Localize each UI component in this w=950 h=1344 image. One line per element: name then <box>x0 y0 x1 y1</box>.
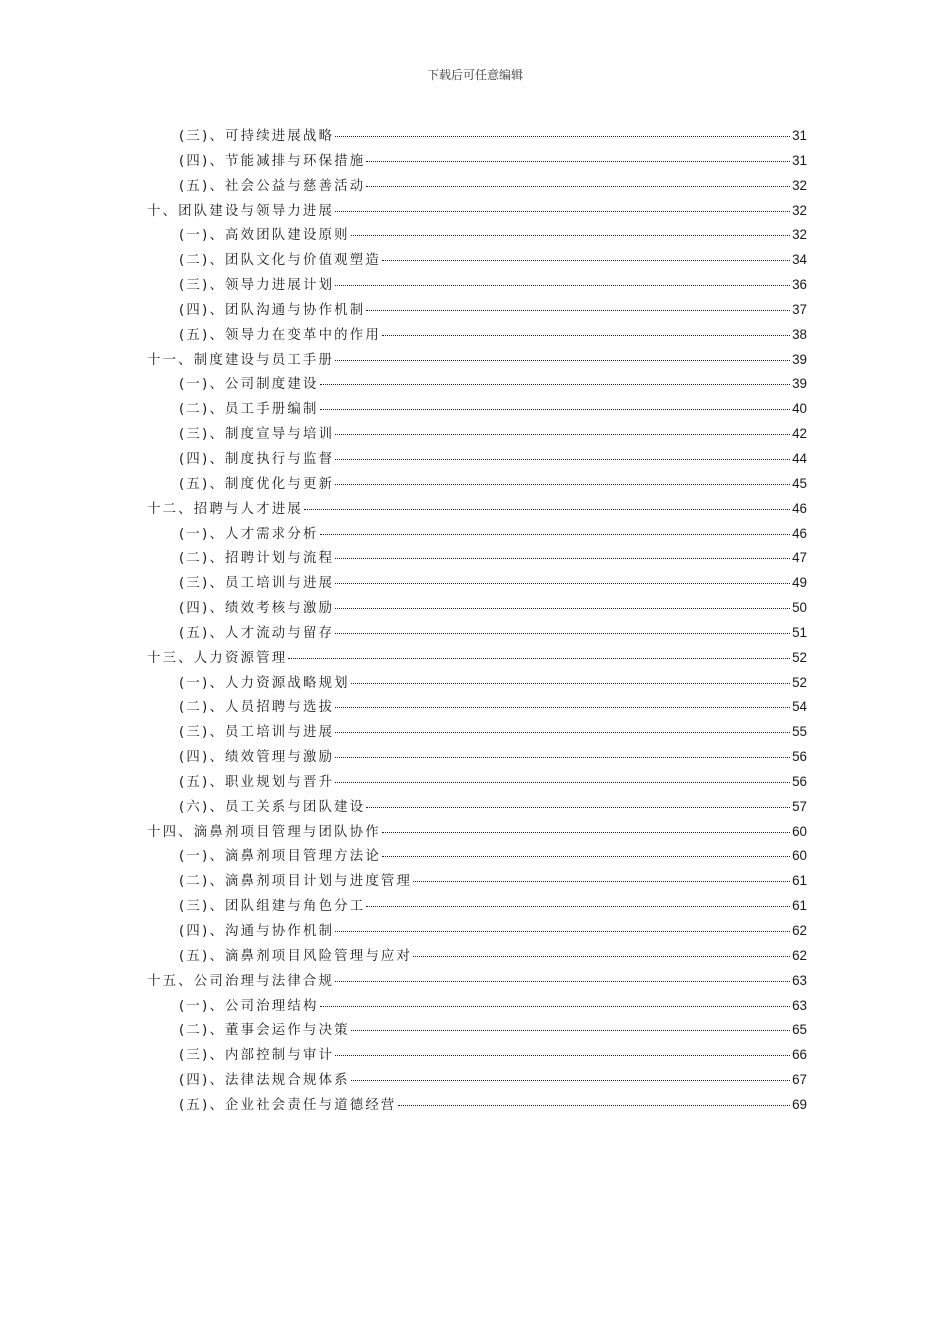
toc-section-entry[interactable] <box>147 373 807 398</box>
toc-page-number: 52 <box>792 674 807 690</box>
toc-section-entry[interactable] <box>147 175 807 200</box>
toc-chapter-entry[interactable] <box>147 200 807 225</box>
toc-entry-title: (三)、团队组建与角色分工 <box>179 899 366 915</box>
toc-dot-leader <box>413 881 790 882</box>
toc-entry-title: 十五、公司治理与法律合规 <box>147 973 335 989</box>
toc-dot-leader <box>335 136 790 137</box>
toc-section-entry[interactable] <box>147 672 807 697</box>
toc-section-entry[interactable] <box>147 845 807 870</box>
toc-entry-title: (三)、领导力进展计划 <box>179 278 335 294</box>
toc-entry-title: (一)、滴鼻剂项目管理方法论 <box>179 849 381 865</box>
toc-section-entry[interactable] <box>147 1069 807 1094</box>
toc-page-number: 61 <box>792 898 807 914</box>
toc-page-number: 37 <box>792 301 807 317</box>
toc-page-number: 69 <box>792 1096 807 1112</box>
toc-page-number: 67 <box>792 1072 807 1088</box>
toc-page-number: 50 <box>792 600 807 616</box>
toc-dot-leader <box>335 211 790 212</box>
toc-page-number: 40 <box>792 401 807 417</box>
toc-page-number: 32 <box>792 177 807 193</box>
toc-entry-title: 十、团队建设与领导力进展 <box>147 203 335 219</box>
toc-entry-title: (一)、公司制度建设 <box>179 377 319 393</box>
toc-dot-leader <box>320 534 791 535</box>
toc-entry-title: (五)、滴鼻剂项目风险管理与应对 <box>179 948 413 964</box>
toc-section-entry[interactable] <box>147 746 807 771</box>
toc-section-entry[interactable] <box>147 224 807 249</box>
toc-section-entry[interactable] <box>147 1019 807 1044</box>
toc-page-number: 62 <box>792 923 807 938</box>
toc-page-number: 45 <box>792 475 807 491</box>
toc-page-number: 46 <box>792 500 807 516</box>
toc-entry-title: (一)、人力资源战略规划 <box>179 675 350 691</box>
toc-entry-title: (五)、人才流动与留存 <box>179 625 335 641</box>
toc-entry-title: (六)、员工关系与团队建设 <box>179 799 366 815</box>
toc-section-entry[interactable] <box>147 895 807 920</box>
toc-entry-title: (五)、制度优化与更新 <box>179 476 335 492</box>
toc-section-entry[interactable] <box>147 597 807 622</box>
toc-page-number: 49 <box>792 575 807 591</box>
toc-dot-leader <box>366 310 790 311</box>
toc-section-entry[interactable] <box>147 920 807 945</box>
toc-entry-title: (一)、人才需求分析 <box>179 526 319 542</box>
toc-entry-title: 十四、滴鼻剂项目管理与团队协作 <box>147 824 381 840</box>
toc-page-number: 31 <box>792 128 807 143</box>
toc-dot-leader <box>304 509 790 510</box>
toc-section-entry[interactable] <box>147 945 807 970</box>
toc-entry-title: (四)、制度执行与监督 <box>179 451 335 467</box>
toc-section-entry[interactable] <box>147 324 807 349</box>
toc-dot-leader <box>335 434 790 435</box>
toc-entry-title: (五)、社会公益与慈善活动 <box>179 178 366 194</box>
toc-section-entry[interactable] <box>147 572 807 597</box>
toc-entry-title: (五)、职业规划与晋升 <box>179 774 335 790</box>
toc-page-number: 39 <box>792 376 807 392</box>
toc-page-number: 60 <box>792 823 807 839</box>
toc-entry-title: (三)、员工培训与进展 <box>179 725 335 741</box>
toc-page-number: 32 <box>792 227 807 243</box>
toc-dot-leader <box>335 608 790 609</box>
toc-entry-title: (二)、董事会运作与决策 <box>179 1023 350 1039</box>
toc-entry-title: 十一、制度建设与员工手册 <box>147 352 335 368</box>
toc-page-number: 62 <box>792 947 807 963</box>
toc-dot-leader <box>335 931 790 932</box>
toc-entry-title: (二)、员工手册编制 <box>179 402 319 418</box>
toc-section-entry[interactable] <box>147 448 807 473</box>
toc-section-entry[interactable] <box>147 150 807 175</box>
toc-page-number: 51 <box>792 624 807 640</box>
toc-page-number: 65 <box>792 1022 807 1038</box>
toc-entry-title: (四)、绩效管理与激励 <box>179 750 335 766</box>
toc-dot-leader <box>335 757 790 758</box>
toc-section-entry[interactable] <box>147 1044 807 1069</box>
toc-page-number: 66 <box>792 1047 807 1063</box>
toc-dot-leader <box>335 707 790 708</box>
toc-page-number: 63 <box>792 972 807 988</box>
toc-page-number: 60 <box>792 848 807 864</box>
toc-dot-leader <box>335 285 790 286</box>
toc-section-entry[interactable] <box>147 995 807 1020</box>
toc-dot-leader <box>335 484 790 485</box>
toc-dot-leader <box>351 1030 790 1031</box>
toc-section-entry[interactable] <box>147 249 807 274</box>
toc-page-number: 54 <box>792 699 807 715</box>
toc-entry-title: (二)、招聘计划与流程 <box>179 551 335 567</box>
toc-dot-leader <box>382 832 790 833</box>
toc-section-entry[interactable] <box>147 1094 807 1119</box>
toc-dot-leader <box>335 981 790 982</box>
toc-dot-leader <box>351 235 790 236</box>
toc-dot-leader <box>366 186 790 187</box>
toc-page-number: 38 <box>792 326 807 342</box>
toc-entry-title: (五)、领导力在变革中的作用 <box>179 327 381 343</box>
toc-page-number: 34 <box>792 252 807 268</box>
toc-dot-leader <box>335 633 790 634</box>
toc-dot-leader <box>351 683 790 684</box>
toc-dot-leader <box>382 856 790 857</box>
toc-dot-leader <box>320 409 791 410</box>
toc-section-entry[interactable] <box>147 299 807 324</box>
toc-dot-leader <box>335 782 790 783</box>
page-header-note: 下载后可任意编辑 <box>426 68 523 82</box>
toc-page-number: 63 <box>792 997 807 1013</box>
toc-dot-leader <box>366 807 790 808</box>
toc-page-number: 46 <box>792 525 807 541</box>
toc-section-entry[interactable] <box>147 622 807 647</box>
toc-entry-title: (二)、滴鼻剂项目计划与进度管理 <box>179 874 413 890</box>
toc-page-number: 61 <box>792 873 807 889</box>
toc-page-number: 57 <box>792 798 807 814</box>
toc-dot-leader <box>366 161 790 162</box>
toc-entry-title: (四)、团队沟通与协作机制 <box>179 302 366 318</box>
toc-page-number: 39 <box>792 351 807 367</box>
toc-dot-leader <box>335 459 790 460</box>
toc-entry-title: (四)、法律法规合规体系 <box>179 1073 350 1089</box>
toc-entry-title: (三)、内部控制与审计 <box>179 1048 335 1064</box>
toc-section-entry[interactable] <box>147 696 807 721</box>
toc-dot-leader <box>382 335 790 336</box>
toc-entry-title: (五)、企业社会责任与道德经营 <box>179 1097 397 1113</box>
toc-section-entry[interactable] <box>147 398 807 423</box>
toc-section-entry[interactable] <box>147 796 807 821</box>
toc-page-number: 52 <box>792 649 807 665</box>
toc-entry-title: (四)、节能减排与环保措施 <box>179 153 366 169</box>
toc-page-number: 44 <box>792 450 807 466</box>
toc-chapter-entry[interactable] <box>147 349 807 374</box>
toc-chapter-entry[interactable] <box>147 498 807 523</box>
toc-entry-title: (二)、人员招聘与选拔 <box>179 700 335 716</box>
toc-section-entry[interactable] <box>147 523 807 548</box>
toc-section-entry[interactable] <box>147 473 807 498</box>
toc-page-number: 47 <box>792 550 807 566</box>
toc-section-entry[interactable] <box>147 721 807 746</box>
toc-page-number: 56 <box>792 773 807 789</box>
toc-page-number: 56 <box>792 749 807 765</box>
toc-entry-title: 十二、招聘与人才进展 <box>147 501 303 517</box>
toc-entry-title: (一)、公司治理结构 <box>179 998 319 1014</box>
toc-dot-leader <box>320 384 791 385</box>
toc-page-number: 36 <box>792 277 807 293</box>
toc-dot-leader <box>288 658 790 659</box>
toc-dot-leader <box>335 558 790 559</box>
toc-section-entry[interactable] <box>147 547 807 572</box>
toc-section-entry[interactable] <box>147 870 807 895</box>
toc-page-number: 42 <box>792 426 807 442</box>
toc-entry-title: (四)、绩效考核与激励 <box>179 601 335 617</box>
toc-entry-title: 十三、人力资源管理 <box>147 650 288 666</box>
toc-chapter-entry[interactable] <box>147 970 807 995</box>
toc-entry-title: (一)、高效团队建设原则 <box>179 228 350 244</box>
toc-entry-title: (三)、制度宣导与培训 <box>179 427 335 443</box>
table-of-contents <box>147 125 807 1119</box>
toc-section-entry[interactable] <box>147 125 807 150</box>
toc-section-entry[interactable] <box>147 274 807 299</box>
toc-page-number: 55 <box>792 724 807 740</box>
toc-page-number: 32 <box>792 202 807 218</box>
toc-dot-leader <box>335 1055 790 1056</box>
toc-dot-leader <box>320 1006 791 1007</box>
toc-dot-leader <box>413 956 790 957</box>
toc-dot-leader <box>335 583 790 584</box>
toc-dot-leader <box>382 260 790 261</box>
toc-entry-title: (二)、团队文化与价值观塑造 <box>179 253 381 269</box>
toc-page-number: 31 <box>792 152 807 168</box>
toc-entry-title: (四)、沟通与协作机制 <box>179 924 335 939</box>
toc-dot-leader <box>335 360 790 361</box>
toc-section-entry[interactable] <box>147 771 807 796</box>
toc-dot-leader <box>398 1105 791 1106</box>
toc-entry-title: (三)、员工培训与进展 <box>179 576 335 592</box>
toc-entry-title: (三)、可持续进展战略 <box>179 129 335 144</box>
toc-section-entry[interactable] <box>147 423 807 448</box>
toc-dot-leader <box>366 906 790 907</box>
toc-dot-leader <box>335 732 790 733</box>
toc-dot-leader <box>351 1080 790 1081</box>
toc-chapter-entry[interactable] <box>147 647 807 672</box>
toc-chapter-entry[interactable] <box>147 821 807 846</box>
